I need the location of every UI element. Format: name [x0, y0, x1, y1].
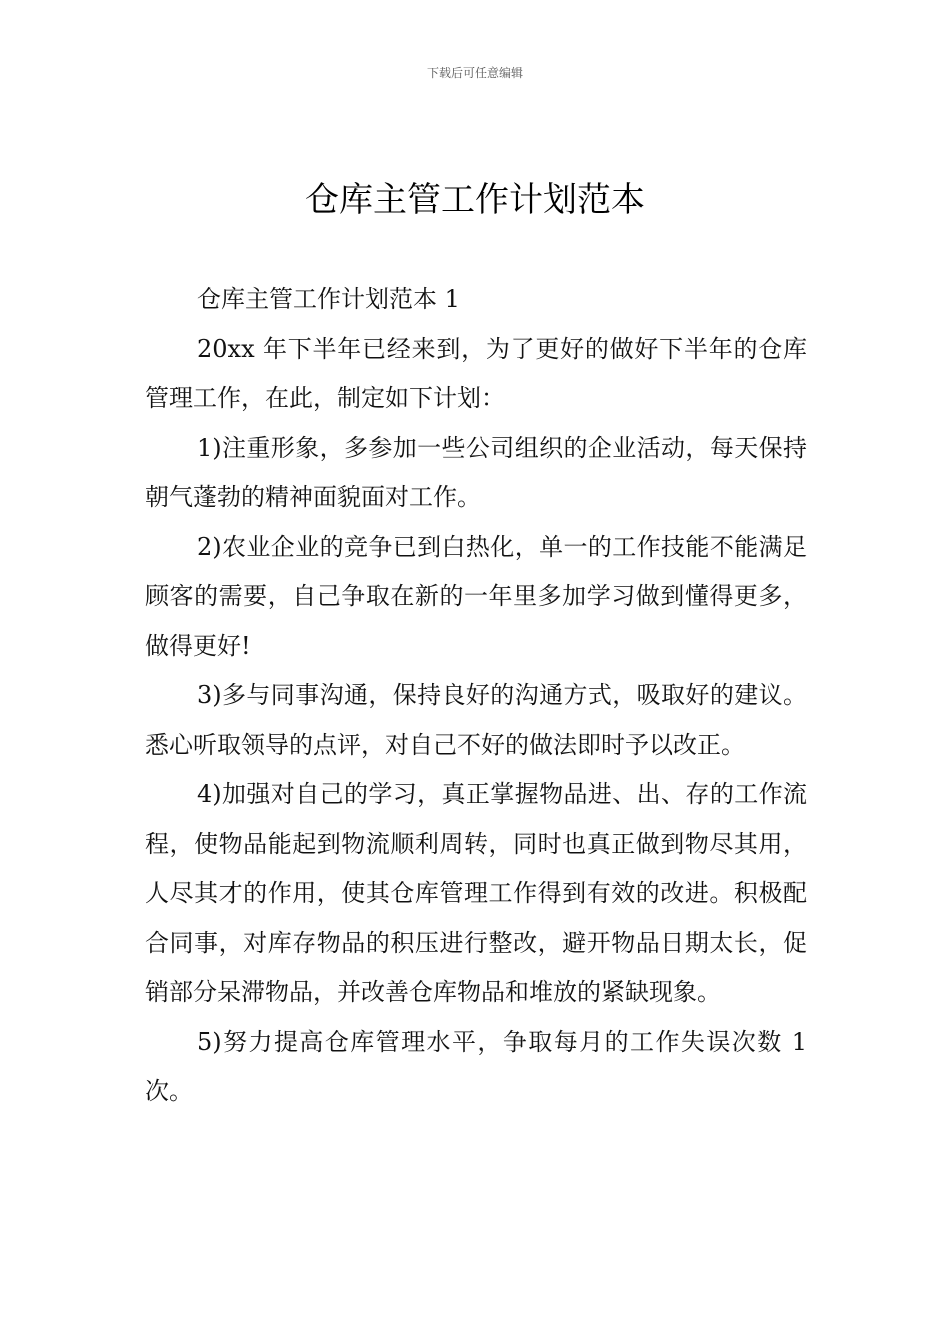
plan-item-3: 3)多与同事沟通，保持良好的沟通方式，吸取好的建议。悉心听取领导的点评，对自己不好的做法即时予以改正。	[145, 681, 807, 759]
intro-paragraph: 20xx 年下半年已经来到，为了更好的做好下半年的仓库管理工作，在此，制定如下计划：	[145, 334, 807, 412]
plan-item-2: 2)农业企业的竞争已到白热化，单一的工作技能不能满足顾客的需要，自己争取在新的一年里多加学习做到懂得更多，做得更好!	[145, 532, 807, 660]
document-title: 仓库主管工作计划范本	[305, 180, 645, 220]
plan-item-4: 4)加强对自己的学习，真正掌握物品进、出、存的工作流程，使物品能起到物流顺利周转，同时也真正做到物尽其用，人尽其才的作用，使其仓库管理工作得到有效的改进。积极配合同事，对库存物品的积压进行整改，避开物品日期太长，促销部分呆滞物品，并改善仓库物品和堆放的紧缺现象。	[145, 780, 807, 1006]
document-body	[145, 275, 807, 1117]
section-heading: 仓库主管工作计划范本 1	[197, 285, 460, 313]
header-note: 下载后可任意编辑	[426, 66, 523, 80]
plan-item-5: 5)努力提高仓库管理水平，争取每月的工作失误次数 1 次。	[145, 1027, 807, 1105]
plan-item-1: 1)注重形象，多参加一些公司组织的企业活动，每天保持朝气蓬勃的精神面貌面对工作。	[145, 433, 807, 511]
